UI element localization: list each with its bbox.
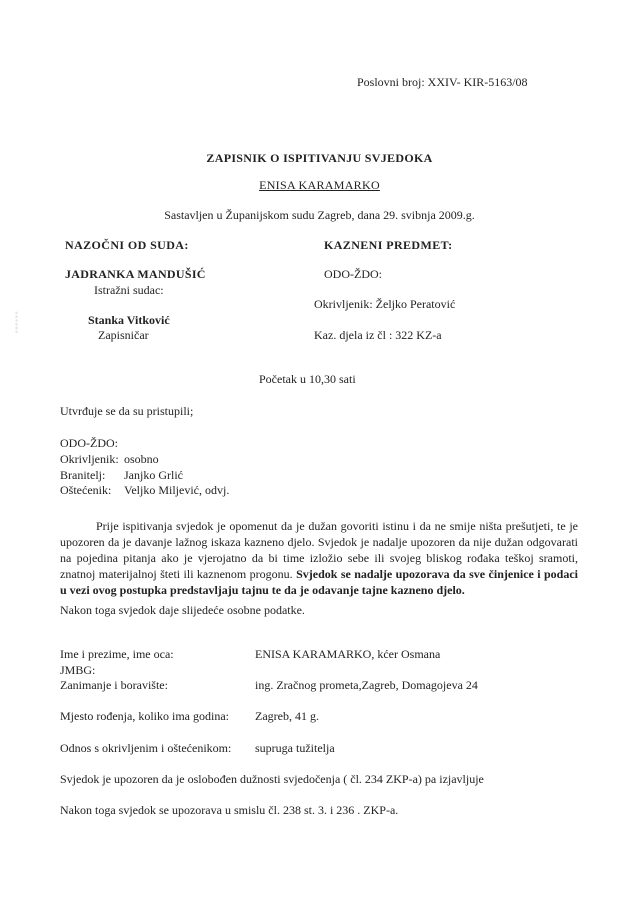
birth-label: Mjesto rođenja, koliko ima godina: [60,709,229,723]
occupation-value: ing. Zračnog prometa,Zagreb, Domagojeva 24 [255,678,478,692]
judge-role: Istražni sudac: [94,283,164,297]
attendance-defense-label: Branitelj: [60,468,106,482]
start-time: Početak u 10,30 sati [259,372,356,386]
witness-name: ENISA KARAMARKO [259,178,380,192]
attendance-injured-value: Veljko Miljević, odvj. [124,483,230,497]
attendance-accused-label: Okrivljenik: [60,452,119,466]
court-present-heading: NAZOČNI OD SUDA: [65,238,189,252]
composed-line: Sastavljen u Županijskom sudu Zagreb, dana 29. svibnja 2009.g. [164,208,475,222]
birth-value: Zagreb, 41 g. [255,709,319,723]
warning-secrecy-text: Svjedok se nadalje upozorava da sve činjenice i podaci u vezi ovog postupka predstavljaju tajnu te da je odavanje tajne kazneno djelo. [60,567,579,597]
case-accused: Okrivljenik: Željko Peratović [314,297,456,311]
attendance-office: ODO-ŽDO: [60,436,118,450]
attendance-defense-value: Janjko Grlić [124,468,183,482]
warning-text: Prije ispitivanja svjedok je opomenut da je dužan govoriti istinu i da ne smije ništa prešutjeti, te je upozoren da je davanje lažnog iskaza kazneno djelo. Svjedok je nadalje upozoren da nije dužan odgovarati na pojedina pitanja ako je vjerojatno da bi time izložio sebe ili svojeg bliskog rođaka teškoj sramoti, znatnoj materijalnoj šteti ili kaznenom progonu. [60,519,578,581]
warning-paragraph [60,518,578,598]
judge-name: JADRANKA MANDUŠIĆ [65,267,206,281]
scan-mark-icon: ⸽ [14,310,20,334]
personal-intro: Nakon toga svjedok daje slijedeće osobne podatke. [60,603,305,617]
attendance-accused-value: osobno [124,452,159,466]
case-offense: Kaz. djela iz čl : 322 KZ-a [314,328,442,342]
relation-label: Odnos s okrivljenim i oštećenikom: [60,741,232,755]
clerk-name: Stanka Vitković [88,313,170,327]
document-title: ZAPISNIK O ISPITIVANJU SVJEDOKA [206,151,433,165]
name-value: ENISA KARAMARKO, kćer Osmana [255,647,441,661]
relation-value: supruga tužitelja [255,741,335,755]
clerk-role: Zapisničar [98,328,149,342]
exemption-line: Svjedok je upozoren da je oslobođen dužnosti svjedočenja ( čl. 234 ZKP-a) pa izjavljuje [60,772,484,786]
attendance-injured-label: Oštećenik: [60,483,112,497]
final-warning-line: Nakon toga svjedok se upozorava u smislu čl. 238 st. 3. i 236 . ZKP-a. [60,803,399,817]
present-intro: Utvrđuje se da su pristupili; [60,404,194,418]
name-label: Ime i prezime, ime oca: [60,647,174,661]
case-office: ODO-ŽDO: [324,267,382,281]
occupation-label: Zanimanje i boravište: [60,678,168,692]
case-subject-heading: KAZNENI PREDMET: [324,238,453,252]
jmbg-label: JMBG: [60,663,96,677]
case-number: Poslovni broj: XXIV- KIR-5163/08 [357,75,528,89]
